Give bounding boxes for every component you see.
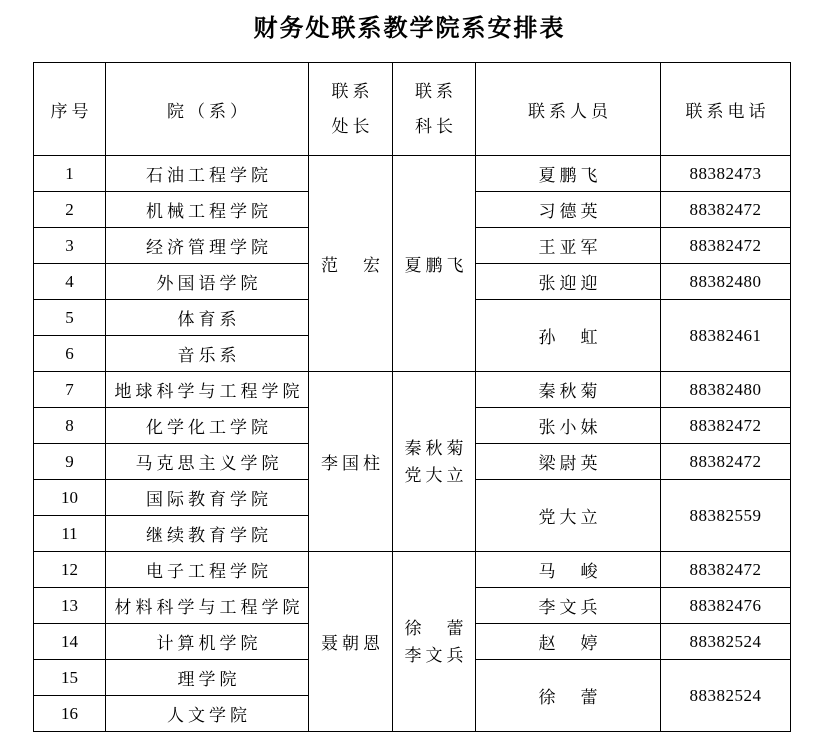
contact-person-cell: 梁尉英 — [476, 444, 661, 480]
director-cell: 李国柱 — [309, 372, 393, 552]
section-chief-line2: 李文兵 — [404, 645, 468, 665]
phone-cell: 88382476 — [661, 588, 791, 624]
department-cell: 人文学院 — [106, 696, 309, 732]
header-serial-number: 序号 — [34, 63, 106, 156]
phone-cell: 88382524 — [661, 660, 791, 732]
section-chief-cell — [393, 552, 476, 732]
department-cell: 经济管理学院 — [106, 228, 309, 264]
contact-person-cell: 党大立 — [476, 480, 661, 552]
department-cell: 电子工程学院 — [106, 552, 309, 588]
department-cell: 地球科学与工程学院 — [106, 372, 309, 408]
page-title: 财务处联系教学院系安排表 — [253, 15, 566, 42]
contact-person-cell: 王亚军 — [476, 228, 661, 264]
header-department: 院（系） — [106, 63, 309, 156]
contact-person-cell: 马 峻 — [476, 552, 661, 588]
serial-number-cell: 7 — [34, 372, 106, 408]
serial-number-cell: 10 — [34, 480, 106, 516]
header-section-chief-line2: 科长 — [415, 116, 457, 136]
department-cell: 材料科学与工程学院 — [106, 588, 309, 624]
serial-number-cell: 5 — [34, 300, 106, 336]
section-chief-cell — [393, 372, 476, 552]
contact-person-cell: 孙 虹 — [476, 300, 661, 372]
contact-person-cell: 徐 蕾 — [476, 660, 661, 732]
serial-number-cell: 16 — [34, 696, 106, 732]
director-cell: 聂朝恩 — [309, 552, 393, 732]
contact-person-cell: 夏鹏飞 — [476, 156, 661, 192]
department-cell: 理学院 — [106, 660, 309, 696]
table-row — [34, 552, 791, 588]
header-contact-person: 联系人员 — [476, 63, 661, 156]
contact-person-cell: 习德英 — [476, 192, 661, 228]
phone-cell: 88382559 — [661, 480, 791, 552]
serial-number-cell: 2 — [34, 192, 106, 228]
department-cell: 马克思主义学院 — [106, 444, 309, 480]
section-chief-line1: 秦秋菊 — [404, 438, 468, 458]
phone-cell: 88382472 — [661, 408, 791, 444]
department-cell: 石油工程学院 — [106, 156, 309, 192]
section-chief-cell: 夏鹏飞 — [393, 156, 476, 372]
table-header-row — [34, 63, 791, 156]
director-cell: 范 宏 — [309, 156, 393, 372]
table-row — [34, 156, 791, 192]
section-chief-line1: 徐 蕾 — [404, 618, 468, 638]
phone-cell: 88382461 — [661, 300, 791, 372]
phone-cell: 88382472 — [661, 192, 791, 228]
contact-person-cell: 李文兵 — [476, 588, 661, 624]
serial-number-cell: 15 — [34, 660, 106, 696]
department-cell: 化学化工学院 — [106, 408, 309, 444]
department-cell: 音乐系 — [106, 336, 309, 372]
department-cell: 继续教育学院 — [106, 516, 309, 552]
department-cell: 机械工程学院 — [106, 192, 309, 228]
serial-number-cell: 9 — [34, 444, 106, 480]
contact-person-cell: 张迎迎 — [476, 264, 661, 300]
section-chief-line2: 党大立 — [404, 465, 468, 485]
table-row — [34, 372, 791, 408]
serial-number-cell: 1 — [34, 156, 106, 192]
serial-number-cell: 3 — [34, 228, 106, 264]
phone-cell: 88382472 — [661, 228, 791, 264]
phone-cell: 88382480 — [661, 264, 791, 300]
header-section-chief-line1: 联系 — [415, 81, 457, 101]
header-section-chief — [393, 63, 476, 156]
phone-cell: 88382524 — [661, 624, 791, 660]
serial-number-cell: 4 — [34, 264, 106, 300]
header-contact-phone: 联系电话 — [661, 63, 791, 156]
phone-cell: 88382480 — [661, 372, 791, 408]
serial-number-cell: 11 — [34, 516, 106, 552]
department-cell: 计算机学院 — [106, 624, 309, 660]
serial-number-cell: 8 — [34, 408, 106, 444]
serial-number-cell: 13 — [34, 588, 106, 624]
contact-person-cell: 赵 婷 — [476, 624, 661, 660]
department-cell: 国际教育学院 — [106, 480, 309, 516]
serial-number-cell: 14 — [34, 624, 106, 660]
department-cell: 体育系 — [106, 300, 309, 336]
header-contact-director-line1: 联系 — [331, 81, 374, 101]
phone-cell: 88382473 — [661, 156, 791, 192]
serial-number-cell: 12 — [34, 552, 106, 588]
contact-table — [33, 62, 791, 732]
header-contact-director — [309, 63, 393, 156]
serial-number-cell: 6 — [34, 336, 106, 372]
contact-person-cell: 张小妹 — [476, 408, 661, 444]
phone-cell: 88382472 — [661, 444, 791, 480]
phone-cell: 88382472 — [661, 552, 791, 588]
header-contact-director-line2: 处长 — [331, 116, 374, 136]
contact-person-cell: 秦秋菊 — [476, 372, 661, 408]
department-cell: 外国语学院 — [106, 264, 309, 300]
